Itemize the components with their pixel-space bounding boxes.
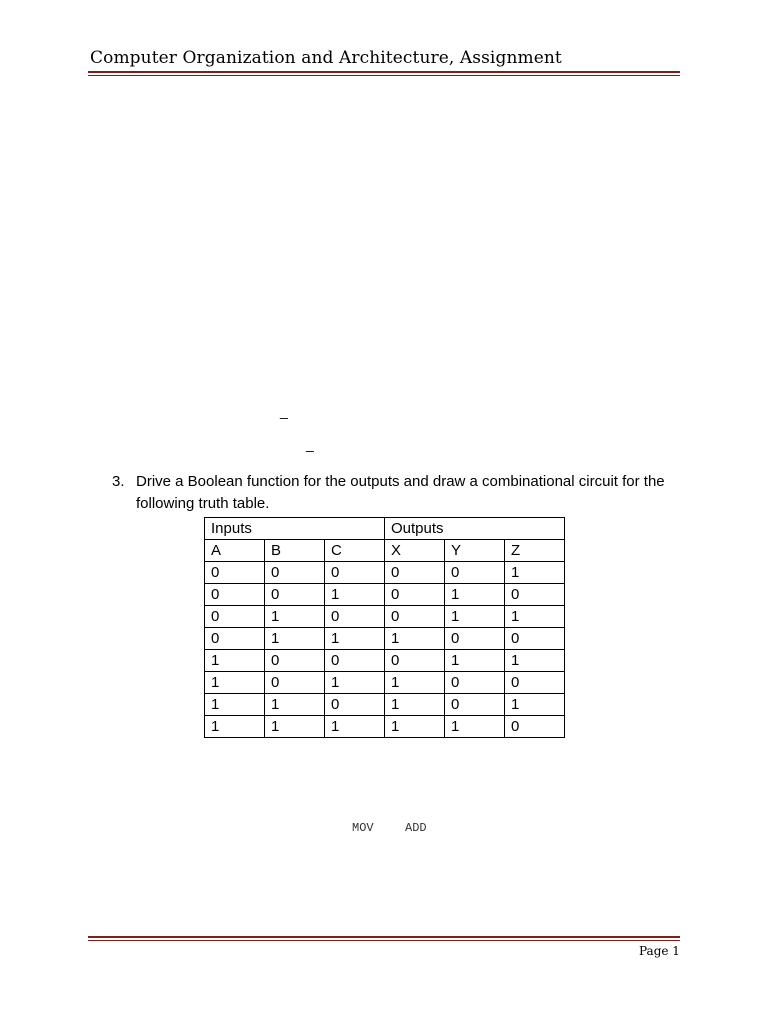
table-cell: 1 (385, 694, 445, 716)
table-cell: 0 (265, 584, 325, 606)
table-row (205, 628, 565, 650)
table-cell: 0 (505, 716, 565, 738)
header-rule-thick (88, 71, 680, 73)
table-row (205, 672, 565, 694)
column-header: B (265, 540, 325, 562)
table-row (205, 694, 565, 716)
table-cell: 1 (325, 672, 385, 694)
truth-table-body (205, 518, 565, 738)
table-cell: 0 (325, 694, 385, 716)
table-cell: 1 (205, 650, 265, 672)
code-fragment-mov: MOV (352, 821, 374, 835)
table-cell: 1 (205, 716, 265, 738)
table-cell: 0 (265, 672, 325, 694)
table-cell: 1 (385, 628, 445, 650)
table-row (205, 716, 565, 738)
table-cell: 0 (505, 584, 565, 606)
truth-table (204, 517, 565, 738)
column-header: A (205, 540, 265, 562)
group-header-outputs: Outputs (385, 518, 565, 540)
text-fragment: _ (306, 436, 314, 452)
table-cell: 1 (265, 694, 325, 716)
group-header-inputs: Inputs (205, 518, 385, 540)
table-cell: 0 (445, 628, 505, 650)
table-cell: 0 (205, 628, 265, 650)
table-cell: 0 (385, 562, 445, 584)
table-cell: 1 (265, 628, 325, 650)
question-text: Drive a Boolean function for the outputs and draw a combinational circuit for the following truth table. (136, 473, 665, 512)
table-cell: 1 (265, 716, 325, 738)
table-row (205, 606, 565, 628)
table-cell: 1 (505, 694, 565, 716)
table-row (205, 562, 565, 584)
table-row (205, 584, 565, 606)
column-header: X (385, 540, 445, 562)
table-cell: 0 (205, 606, 265, 628)
table-cell: 1 (265, 606, 325, 628)
code-fragment-add: ADD (405, 821, 427, 835)
table-cell: 1 (205, 672, 265, 694)
column-header: Z (505, 540, 565, 562)
table-cell: 1 (445, 584, 505, 606)
column-header: Y (445, 540, 505, 562)
table-cell: 0 (205, 562, 265, 584)
table-cell: 1 (385, 716, 445, 738)
table-cell: 0 (325, 650, 385, 672)
text-fragment: _ (280, 403, 288, 419)
table-cell: 1 (505, 606, 565, 628)
table-cell: 0 (265, 650, 325, 672)
header-title: Computer Organization and Architecture, Assignment (90, 48, 562, 68)
question-number: 3. (112, 473, 125, 490)
table-cell: 0 (205, 584, 265, 606)
table-cell: 1 (385, 672, 445, 694)
table-cell: 1 (325, 628, 385, 650)
footer-rule-thin (88, 940, 680, 941)
page-number: Page 1 (639, 944, 680, 958)
table-cell: 1 (325, 716, 385, 738)
table-cell: 1 (445, 650, 505, 672)
table-cell: 0 (385, 606, 445, 628)
table-row (205, 518, 565, 540)
table-cell: 1 (445, 606, 505, 628)
table-cell: 0 (445, 694, 505, 716)
table-cell: 1 (505, 650, 565, 672)
column-header: C (325, 540, 385, 562)
table-header-row (205, 540, 565, 562)
table-cell: 0 (385, 584, 445, 606)
table-cell: 1 (505, 562, 565, 584)
table-cell: 0 (505, 672, 565, 694)
table-cell: 1 (205, 694, 265, 716)
table-cell: 1 (325, 584, 385, 606)
table-cell: 0 (385, 650, 445, 672)
table-cell: 0 (325, 606, 385, 628)
table-cell: 0 (445, 562, 505, 584)
table-cell: 0 (445, 672, 505, 694)
question-3 (112, 471, 672, 515)
table-cell: 0 (265, 562, 325, 584)
table-cell: 0 (505, 628, 565, 650)
table-cell: 0 (325, 562, 385, 584)
table-row (205, 650, 565, 672)
table-cell: 1 (445, 716, 505, 738)
header-rule-thin (88, 75, 680, 76)
footer-rule-thick (88, 936, 680, 938)
